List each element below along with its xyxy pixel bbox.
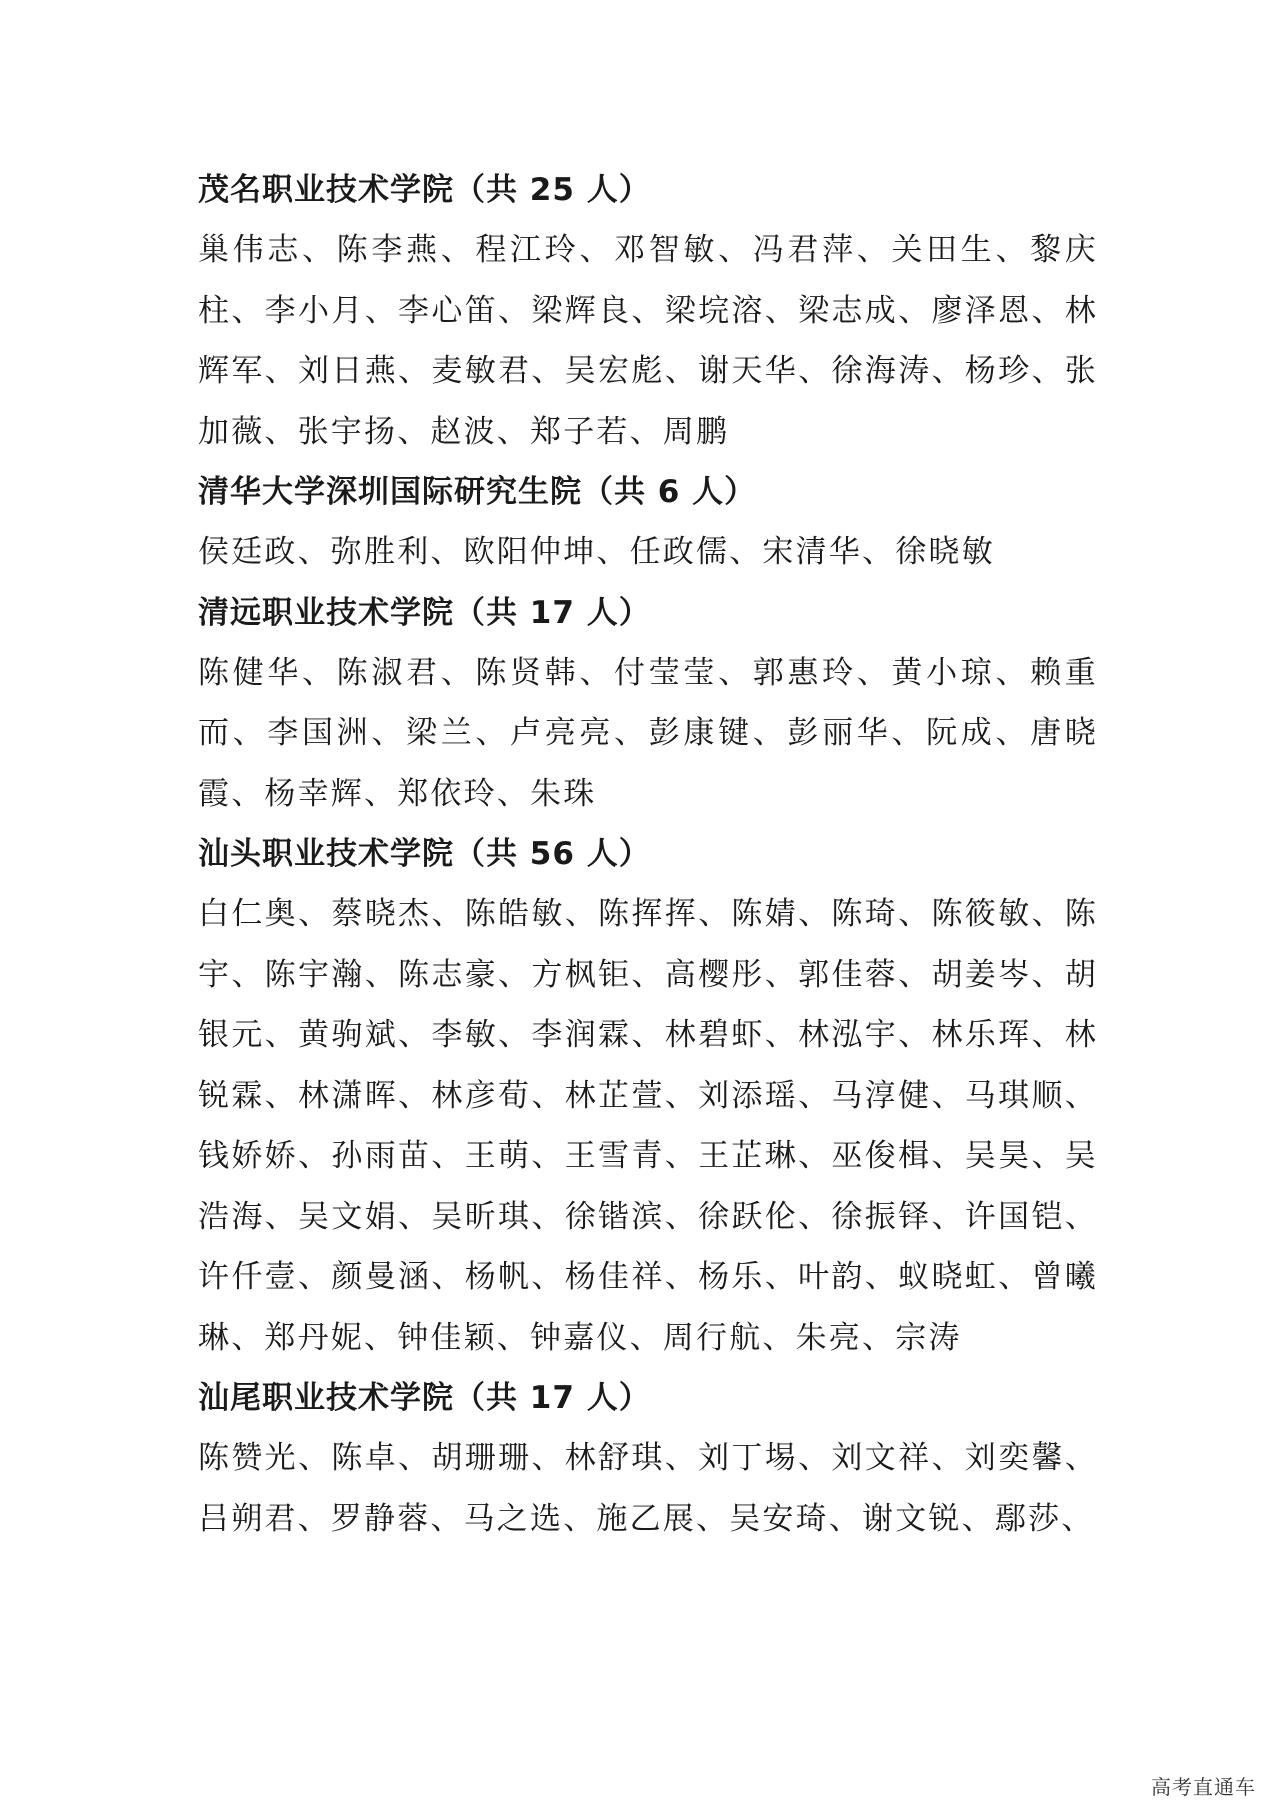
name-list-qingyuan: 陈健华、陈淑君、陈贤韩、付莹莹、郭惠玲、黄小琼、赖重而、李国洲、梁兰、卢亮亮、彭康键、彭丽华、阮成、唐晓霞、杨幸辉、郑依玲、朱珠 — [198, 654, 1098, 812]
name-list-shanwei: 陈赞光、陈卓、胡珊珊、林舒琪、刘丁埸、刘文祥、刘奕馨、吕朔君、罗静蓉、马之选、施乙展、吴安琦、谢文锐、鄢莎、 — [198, 1440, 1098, 1537]
name-list-shantou: 白仁奥、蔡晓杰、陈皓敏、陈挥挥、陈婧、陈琦、陈筱敏、陈宇、陈宇瀚、陈志豪、方枫钜、高樱彤、郭佳蓉、胡姜岑、胡银元、黄驹斌、李敏、李润霖、林碧虾、林泓宇、林乐珲、林锐霖、林潇晖、林彦荀、林芷萱、刘添瑶、马淳健、马琪顺、钱娇娇、孙雨苗、王萌、王雪青、王芷琳、巫俊楫、吴昊、吴浩海、吴文娟、吴昕琪、徐锴滨、徐跃伦、徐振铎、许国铠、许仟壹、颜曼涵、杨帆、杨佳祥、杨乐、叶韵、蚁晓虹、曾曦琳、郑丹妮、钟佳颖、钟嘉仪、周行航、朱亮、宗涛 — [198, 896, 1098, 1356]
section-heading-maoming: 茂名职业技术学院（共 25 人） — [198, 172, 651, 208]
document-page — [198, 160, 1098, 1549]
section-heading-tsinghua-shenzhen: 清华大学深圳国际研究生院（共 6 人） — [198, 474, 757, 510]
name-list-tsinghua-shenzhen: 侯廷政、弥胜利、欧阳仲坤、任政儒、宋清华、徐晓敏 — [198, 534, 995, 570]
section-heading-shantou: 汕头职业技术学院（共 56 人） — [198, 836, 651, 872]
section-heading-qingyuan: 清远职业技术学院（共 17 人） — [198, 594, 651, 631]
name-list-maoming: 巢伟志、陈李燕、程江玲、邓智敏、冯君萍、关田生、黎庆柱、李小月、李心笛、梁辉良、梁垸溶、梁志成、廖泽恩、林辉军、刘日燕、麦敏君、吴宏彪、谢天华、徐海涛、杨珍、张加薇、张宇扬、赵波、郑子若、周鹏 — [198, 232, 1098, 450]
watermark: 高考直通车 — [1151, 1775, 1256, 1799]
section-heading-shanwei: 汕尾职业技术学院（共 17 人） — [198, 1380, 651, 1416]
